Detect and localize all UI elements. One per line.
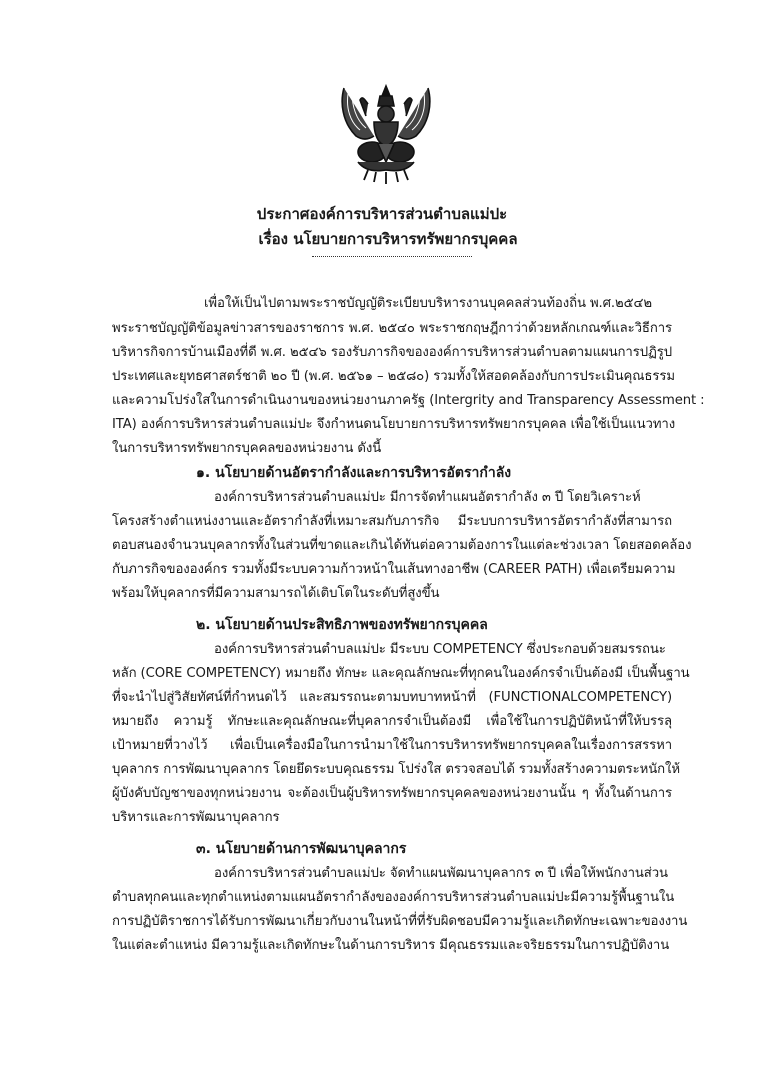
section-2-line: องค์การบริหารส่วนตำบลแม่ปะ มีระบบ COMPETENCY ซึ่งประกอบด้วยสมรรถนะ: [214, 642, 666, 657]
garuda-emblem-icon: [338, 82, 434, 188]
section-2-line: ผู้บังคับบัญชาของทุกหน่วยงาน จะต้องเป็นผู้บริหารทรัพยากรบุคคลของหน่วยงานนั้น ๆ ทั้งในด้านการ: [112, 786, 672, 801]
section-3-line: ตำบลทุกคนและทุกตำแหน่งตามแผนอัตรากำลังขององค์การบริหารส่วนตำบลแม่ปะมีความรู้พื้นฐานใน: [112, 890, 675, 905]
title-separator: [312, 256, 472, 257]
section-2-line: หลัก (CORE COMPETENCY) หมายถึง ทักษะ และคุณลักษณะที่ทุกคนในองค์กรจำเป็นต้องมี เป็นพื้นฐาน: [112, 666, 690, 681]
section-3-line: ในแต่ละตำแหน่ง มีความรู้และเกิดทักษะในด้านการบริหาร มีคุณธรรมและจริยธรรมในการปฏิบัติงาน: [112, 938, 670, 953]
section-2-line: หมายถึง ความรู้ ทักษะและคุณลักษณะที่บุคลากรจำเป็นต้องมี เพื่อใช้ในการปฏิบัติหน้าที่ให้บรรลุ: [112, 714, 672, 729]
intro-line: เพื่อให้เป็นไปตามพระราชบัญญัติระเบียบบริหารงานบุคคลส่วนท้องถิ่น พ.ศ.๒๕๔๒: [204, 296, 652, 311]
section-3-line: องค์การบริหารส่วนตำบลแม่ปะ จัดทำแผนพัฒนาบุคลากร ๓ ปี เพื่อให้พนักงานส่วน: [214, 866, 668, 881]
intro-line: และความโปร่งใสในการดำเนินงานของหน่วยงานภาครัฐ (Intergrity and Transparency Assessment :: [112, 393, 705, 408]
section-1-line: องค์การบริหารส่วนตำบลแม่ปะ มีการจัดทำแผนอัตรากำลัง ๓ ปี โดยวิเคราะห์: [214, 490, 641, 505]
intro-line: ITA) องค์การบริหารส่วนตำบลแม่ปะ จึงกำหนดนโยบายการบริหารทรัพยากรบุคคล เพื่อใช้เป็นแนวทาง: [112, 417, 676, 432]
announcement-title: ประกาศองค์การบริหารส่วนตำบลแม่ปะ: [256, 205, 508, 223]
section-1-line: กับภารกิจขององค์กร รวมทั้งมีระบบความก้าวหน้าในเส้นทางอาชีพ (CAREER PATH) เพื่อเตรียมความ: [112, 562, 676, 577]
section-1-line: พร้อมให้บุคลากรที่มีความสามารถได้เติบโตในระดับที่สูงขึ้น: [112, 586, 440, 601]
section-1-line: ตอบสนองจำนวนบุคลากรทั้งในส่วนที่ขาดและเกินได้ทันต่อความต้องการในแต่ละช่วงเวลา โดยสอดคล้อง: [112, 538, 692, 553]
section-1-line: โครงสร้างตำแหน่งงานและอัตรากำลังที่เหมาะสมกับภารกิจ มีระบบการบริหารอัตรากำลังที่สามารถ: [112, 514, 672, 529]
intro-line: ในการบริหารทรัพยากรบุคคลของหน่วยงาน ดังนี้: [112, 441, 382, 456]
section-2-line: ที่จะนำไปสู่วิสัยทัศน์ที่กำหนดไว้ และสมรรถนะตามบทบาทหน้าที่ (FUNCTIONALCOMPETENCY): [112, 690, 672, 705]
section-2-line: บุคลากร การพัฒนาบุคลากร โดยยึดระบบคุณธรรม โปร่งใส ตรวจสอบได้ รวมทั้งสร้างความตระหนักให้: [112, 762, 680, 777]
announcement-subject: เรื่อง นโยบายการบริหารทรัพยากรบุคคล: [258, 230, 518, 248]
section-3-line: การปฏิบัติราชการได้รับการพัฒนาเกี่ยวกับงานในหน้าที่ที่รับผิดชอบมีความรู้และเกิดทักษะเฉพาะของงาน: [112, 914, 688, 929]
section-heading-1: ๑. นโยบายด้านอัตรากำลังและการบริหารอัตรากำลัง: [196, 465, 512, 481]
section-2-line: เป้าหมายที่วางไว้ เพื่อเป็นเครื่องมือในการนำมาใช้ในการบริหารทรัพยากรบุคคลในเรื่องการสรรหา: [112, 738, 672, 753]
intro-line: ประเทศและยุทธศาสตร์ชาติ ๒๐ ปี (พ.ศ. ๒๕๖๑ – ๒๕๘๐) รวมทั้งให้สอดคล้องกับการประเมินคุณธรรม: [112, 369, 675, 384]
section-2-line: บริหารและการพัฒนาบุคลากร: [112, 810, 280, 825]
intro-line: พระราชบัญญัติข้อมูลข่าวสารของราชการ พ.ศ. ๒๕๔๐ พระราชกฤษฎีกาว่าด้วยหลักเกณฑ์และวิธีการ: [112, 321, 672, 336]
intro-line: บริหารกิจการบ้านเมืองที่ดี พ.ศ. ๒๕๔๖ รองรับภารกิจขององค์การบริหารส่วนตำบลตามแผนการปฏิรูป: [112, 345, 672, 360]
section-heading-2: ๒. นโยบายด้านประสิทธิภาพของทรัพยากรบุคคล: [196, 617, 488, 633]
section-heading-3: ๓. นโยบายด้านการพัฒนาบุคลากร: [196, 841, 407, 857]
